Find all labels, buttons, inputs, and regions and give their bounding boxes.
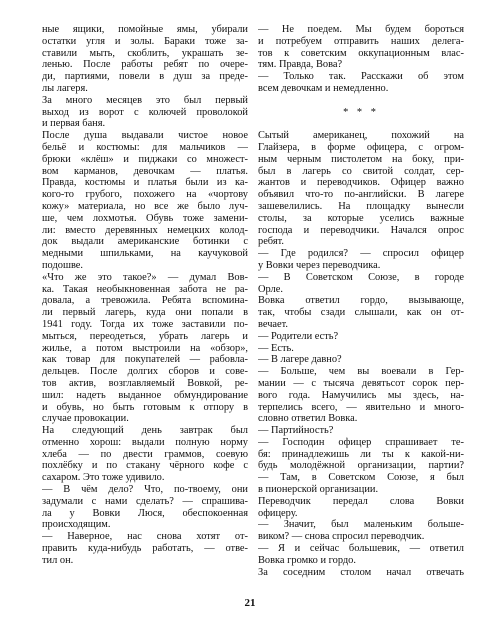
text-line: — В чём дело? Что, по-твоему, они [42,484,248,496]
text-line: — Господин офицер спрашивает те- [258,436,464,448]
text-line: и потребуем отправить наших делега- [258,35,464,47]
text-line: Сытый американец, похожий на [258,130,464,142]
text-line: задумали с нами сделать? — спрашива- [42,495,248,507]
text-line: столы, за которые уселись важные [258,212,464,224]
text-line: ли: вместо деревянных немецких колод- [42,224,248,236]
text-line: и первая баня. [42,118,106,130]
text-line: сахаром. Это тоже удивило. [42,472,165,484]
page-number: 21 [244,597,256,609]
text-line: мании — с тысяча девятьсот сорок пер- [258,377,464,389]
text-line: мыться, переодеться, убрать лагерь и [42,330,248,342]
text-line: виком? — снова спросил переводчик. [258,531,425,543]
text-line: тов актив, возглавляемый Вовкой, ре- [42,377,248,389]
text-line: — Родители есть? [258,330,339,342]
text-line: править куда-нибудь работать, — отве- [42,543,248,555]
text-line [258,95,464,107]
text-line: — Значит, был маленьким больше- [258,519,464,531]
text-line: — В лагере давно? [258,354,342,366]
text-line: жилье, а потом выстроили на «обзор», [42,342,248,354]
text-line: — Там, в Советском Союзе, я был [258,472,464,484]
text-line: жантов и переводчиков. Офицер важно [258,177,464,189]
text-line: господа и переводчики. Начался опрос [258,224,464,236]
text-line: брюки «клёш» и пиджаки со множест- [42,153,248,165]
text-line: — Не поедем. Мы будем бороться [258,24,464,35]
text-line: словно ответил Вовка. [258,413,358,425]
text-line: вого года. Намучились мы здесь, на- [258,389,464,401]
text-line: тям. Правда, Вова? [258,59,343,71]
text-line: хлеба — по двести граммов, соевую [42,448,248,460]
text-line: — Только так. Расскажи об этом [258,71,464,83]
text-line: ли первый лагерь, куда они попали в [42,307,248,319]
text-line: ные ящики, помойные ямы, убирали [42,24,248,35]
right-text-column [258,24,464,578]
text-line: Глайзера, в форме офицера, с огром- [258,141,464,153]
text-line: Вовка громко и гордо. [258,554,356,566]
text-line: — Где родился? — спросил офицер [258,248,464,260]
text-line: После душа выдавали чистое новое [42,130,248,142]
text-line: тов к советским оккупационным влас- [258,47,464,59]
text-line: зашевелились. На площадку вынесли [258,200,464,212]
text-line: бя: принадлежишь ли ты к какой-ни- [258,448,464,460]
text-line: кого-то грубого, похожего на «чортову [42,189,248,201]
text-line: шил: надеть выданное обмундирование [42,389,248,401]
text-line: ным черным пистолетом на боку, при- [258,153,464,165]
text-line: терпелись всего, — явительно и много- [258,401,464,413]
text-line: Вовка ответил гордо, вызывающе, [258,295,464,307]
text-line: был в лагерь со свитой солдат, сер- [258,165,464,177]
text-line: 1941 году. Тогда их тоже заставили по- [42,318,248,330]
text-line: дельцев. После долгих сборов и сове- [42,366,248,378]
text-line: объявил что-то по-английски. В лагере [258,189,464,201]
text-line: лы лагеря. [42,82,88,94]
text-line: — Есть. [258,342,294,354]
section-divider: * * * [343,106,379,118]
text-line: остатки угля и золы. Бараки тоже за- [42,35,248,47]
text-line: кожу» материала, но все же было луч- [42,200,248,212]
text-line: Правда, костюмы и платья были из ка- [42,177,248,189]
text-line: Орле. [258,283,283,295]
text-line: ребят. [258,236,284,248]
text-line: — Больше, чем вы воевали в Гер- [258,366,464,378]
text-line: отменно хорош: выдали полную норму [42,436,248,448]
text-line: ла у Вовки Люся, обеспокоенная [42,507,248,519]
text-line: в пионерской организации. [258,484,379,496]
text-line: ставили мыть, скоблить, украшать зе- [42,47,248,59]
text-line: — В Советском Союзе, в городе [258,271,464,283]
text-line: ка. Такая необыкновенная забота не ра- [42,283,248,295]
text-line: медными шпильками, на каучуковой [42,248,248,260]
text-line: бельё и костюмы: для мальчиков — [42,141,248,153]
text-line: подошве. [42,259,83,271]
text-line: На следующий день завтрак был [42,425,248,437]
text-line: ди, партиями, повели в душ за преде- [42,71,248,83]
text-line: тил он. [42,554,74,566]
text-line: «Что же это такое?» — думал Вов- [42,271,248,283]
text-line: всем девочкам и немедленно. [258,82,389,94]
text-line: выход из ворот с колючей проволокой [42,106,248,118]
text-line: — Наверное, нас снова хотят от- [42,531,248,543]
text-line: Переводчик передал слова Вовки [258,495,464,507]
text-line: и обувь, но быть готовым к отпору в [42,401,248,413]
text-line: как товар для покупателей — рабовла- [42,354,248,366]
text-line: вечает. [258,318,289,330]
text-line: так, чтобы сзади слышали, как он от- [258,307,464,319]
text-line: офицеру. [258,507,298,519]
text-line: довала, а тревожила. Ребята вспомина- [42,295,248,307]
text-line: ше, чем лохмотья. Обувь тоже замени- [42,212,248,224]
text-line: будь молодёжной организации, партии? [258,460,464,472]
text-line: За много месяцев это был первый [42,94,248,106]
left-text-column [42,24,248,567]
text-line: ленью. После работы ребят по очере- [42,59,248,71]
text-line: случае провокации. [42,413,129,425]
text-line: — Партийность? [258,425,334,437]
text-line [258,118,464,130]
text-line: происходящим. [42,519,111,531]
text-line: вом карманов, девочкам — платья. [42,165,248,177]
text-line: док выдали американские ботинки с [42,236,248,248]
text-line: у Вовки через переводчика. [258,259,381,271]
text-line: За соседним столом начал отвечать [258,566,464,578]
text-line: — Я и сейчас большевик, — ответил [258,543,464,555]
text-line: похлёбку и по стакану чёрного кофе с [42,460,248,472]
